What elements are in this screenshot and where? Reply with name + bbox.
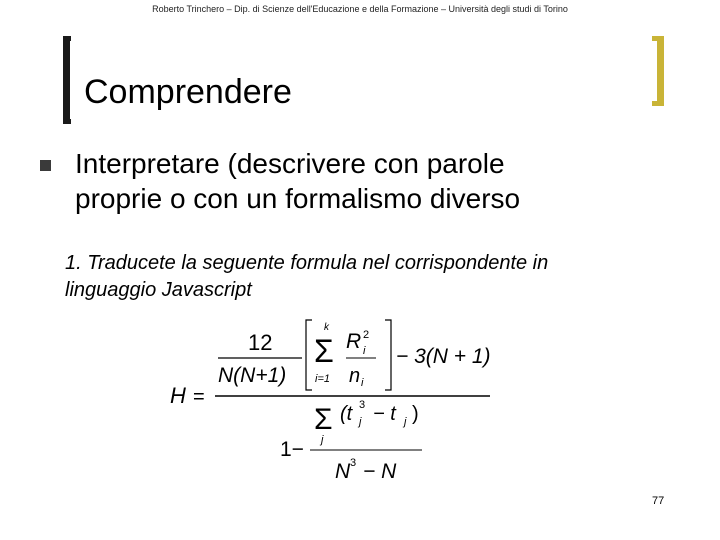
formula-N-N-plus-1: N(N+1) <box>218 364 287 387</box>
formula-R-sup: 2 <box>363 329 370 341</box>
bracket-left <box>306 320 312 390</box>
formula-N-sup: 3 <box>350 457 357 469</box>
formula-minus-3: − 3(N + 1) <box>396 345 491 368</box>
bullet-line-1: Interpretare (descrivere con parole <box>75 148 505 179</box>
formula-t-sub-2: j <box>404 416 407 428</box>
formula-n-sub: i <box>361 377 364 389</box>
sum-lower-j: j <box>321 434 324 446</box>
formula-equals: = <box>193 386 205 408</box>
formula-H: H <box>170 383 186 408</box>
exercise-line-1: 1. Traducete la seguente formula nel corrispondente in <box>65 252 549 274</box>
bullet-square-icon <box>40 160 51 171</box>
kruskal-wallis-formula <box>160 312 520 492</box>
title-bracket-left <box>63 36 71 124</box>
formula-t-expr: (t <box>340 403 353 425</box>
formula-svg <box>160 312 520 492</box>
exercise-line-2: linguaggio Javascript <box>65 279 252 301</box>
formula-t-sup: 3 <box>359 399 366 411</box>
formula-t-sub: j <box>359 416 362 428</box>
exercise-text <box>65 250 685 304</box>
sum-sigma-1: Σ <box>314 333 334 369</box>
sum-lower-i1: i=1 <box>315 373 330 385</box>
formula-twelve: 12 <box>248 330 273 355</box>
page-number: 77 <box>652 495 665 507</box>
formula-minus-N: − N <box>363 460 397 483</box>
bracket-right <box>385 320 391 390</box>
bullet-text <box>75 146 635 216</box>
sum-sigma-2: Σ <box>314 403 333 436</box>
bullet-line-2: proprie o con un formalismo diverso <box>75 183 521 214</box>
formula-n: n <box>349 365 361 387</box>
formula-one-minus: 1− <box>280 438 304 461</box>
title-bracket-right <box>652 36 664 106</box>
formula-minus-t: − t <box>373 403 396 425</box>
formula-R: R <box>346 330 362 353</box>
sum-upper-k: k <box>324 322 329 333</box>
slide-header: Roberto Trinchero – Dip. di Scienze dell'Educazione e della Formazione – Università degli studi di Torino <box>152 4 568 14</box>
slide-title: Comprendere <box>84 73 292 111</box>
formula-N-cubed: N <box>335 460 351 483</box>
formula-R-sub: i <box>363 345 366 357</box>
formula-close-paren: ) <box>412 403 419 425</box>
